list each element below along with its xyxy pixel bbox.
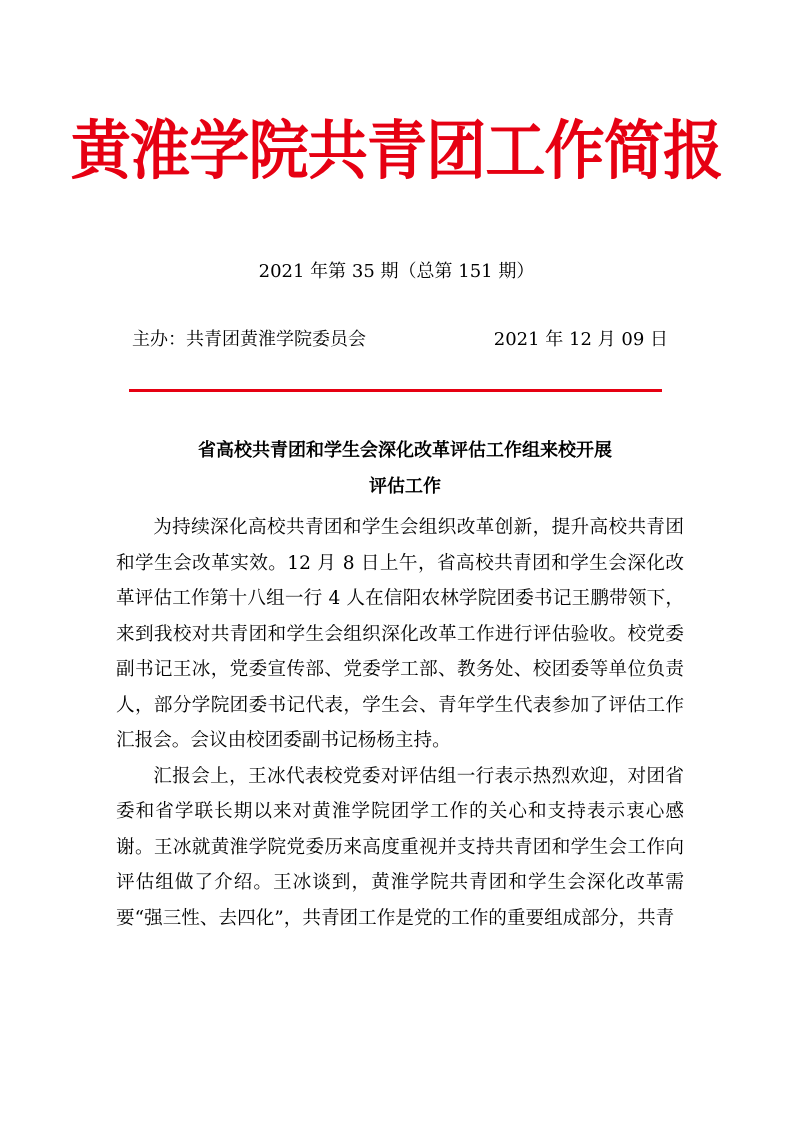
- publication-date: 2021 年 12 月 09 日: [493, 329, 668, 350]
- newsletter-masthead: 黄淮学院共青团工作简报: [70, 115, 723, 189]
- article-title-line-1: 省高校共青团和学生会深化改革评估工作组来校开展: [198, 440, 612, 461]
- host-organization: 主办：共青团黄淮学院委员会: [132, 329, 366, 350]
- article-title: [130, 433, 680, 505]
- article-paragraph: 汇报会上，王冰代表校党委对评估组一行表示热烈欢迎，对团省委和省学联长期以来对黄淮学院团学工作的关心和支持表示衷心感谢。王冰就黄淮学院党委历来高度重视并支持共青团和学生会工作向评估组做了介绍。王冰谈到，黄淮学院共青团和学生会深化改革需要“强三性、去四化”，共青团工作是党的工作的重要组成部分，共青: [116, 765, 684, 929]
- divider-rule: [129, 389, 662, 392]
- article-title-line-2: 评估工作: [369, 476, 441, 497]
- host-line: [132, 326, 668, 354]
- article-paragraph: 为持续深化高校共青团和学生会组织改革创新，提升高校共青团和学生会改革实效。12 月 8 日上午，省高校共青团和学生会深化改革评估工作第十八组一行 4 人在信阳农林学院团委书记王鹏带领下，来到我校对共青团和学生会组织深化改革工作进行评估验收。校党委副书记王冰，党委宣传部、党委学工部、教务处、校团委等单位负责人，部分学院团委书记代表，学生会、青年学生代表参加了评估工作汇报会。会议由校团委副书记杨杨主持。: [116, 517, 684, 751]
- article-body: [116, 510, 684, 936]
- issue-number: 2021 年第 35 期（总第 151 期）: [258, 261, 535, 282]
